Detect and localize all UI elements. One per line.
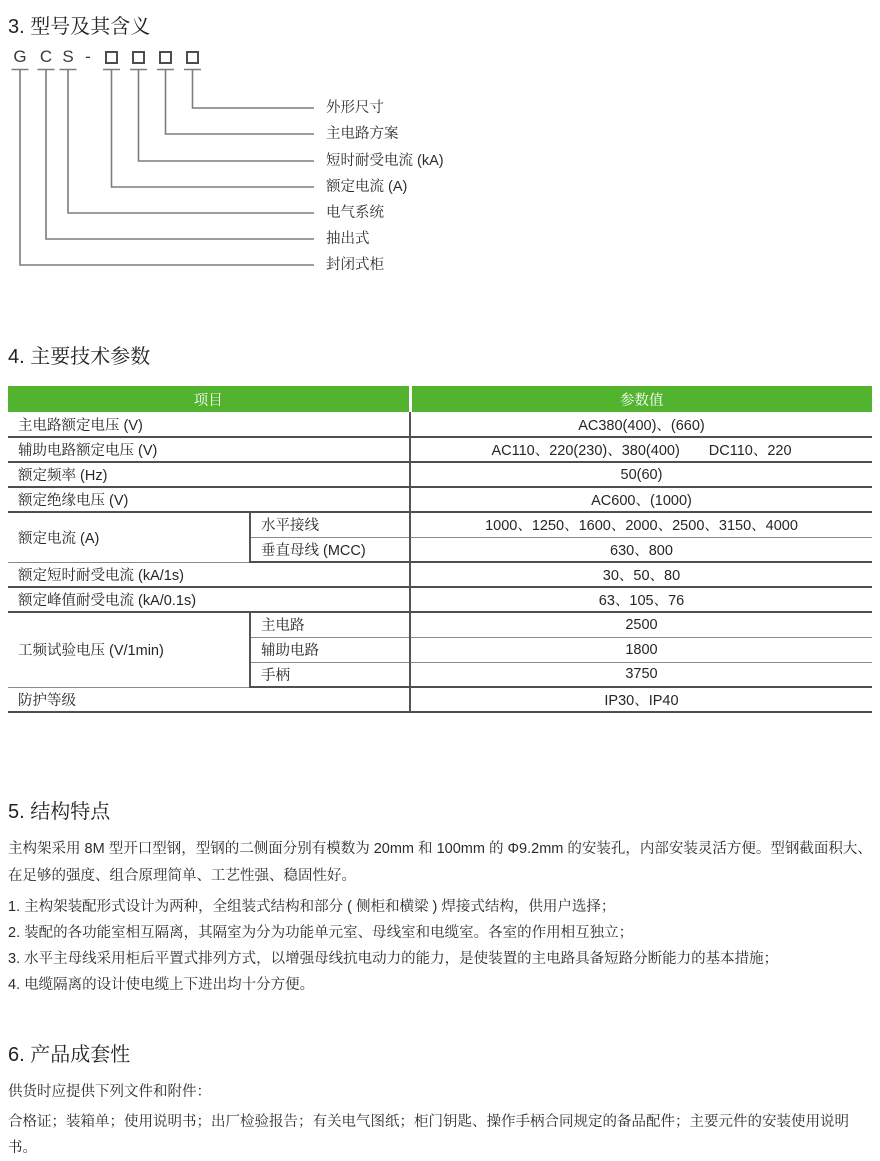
diagram-label-rated-current: 额定电流 (A) bbox=[326, 179, 408, 195]
table-row bbox=[8, 462, 872, 487]
diagram-connector-lines bbox=[8, 47, 328, 292]
row-label: 额定绝缘电压 (V) bbox=[8, 487, 410, 512]
row-label: 辅助电路额定电压 (V) bbox=[8, 437, 410, 462]
header-cell-item: 项目 bbox=[8, 386, 410, 412]
diagram-label-short-time-current: 短时耐受电流 (kA) bbox=[326, 153, 444, 169]
diagram-label-withdrawable: 抽出式 bbox=[326, 231, 370, 247]
row-value: 1800 bbox=[410, 637, 872, 662]
row-sublabel: 垂直母线 (MCC) bbox=[250, 537, 410, 562]
feature-item-4: 4. 电缆隔离的设计使电缆上下进出均十分方便。 bbox=[8, 977, 315, 993]
model-letter-g: G bbox=[13, 47, 27, 66]
diagram-label-enclosed-cabinet: 封闭式柜 bbox=[326, 257, 384, 273]
model-placeholder-box bbox=[132, 51, 145, 64]
row-sublabel: 辅助电路 bbox=[250, 637, 410, 662]
row-value: 2500 bbox=[410, 612, 872, 637]
row-value: 1000、1250、1600、2000、2500、3150、4000 bbox=[410, 512, 872, 537]
section-3-heading: 3. 型号及其含义 bbox=[8, 16, 151, 38]
model-dash: - bbox=[85, 47, 91, 66]
row-label: 额定频率 (Hz) bbox=[8, 462, 410, 487]
package-intro-line: 供货时应提供下列文件和附件： bbox=[8, 1084, 211, 1100]
parameters-table-wrapper bbox=[8, 386, 872, 713]
row-value: IP30、IP40 bbox=[410, 687, 872, 712]
section-6-heading: 6. 产品成套性 bbox=[8, 1044, 131, 1066]
row-label: 额定电流 (A) bbox=[8, 512, 250, 562]
row-value: AC600、(1000) bbox=[410, 487, 872, 512]
table-row bbox=[8, 687, 872, 712]
header-cell-value: 参数值 bbox=[410, 386, 872, 412]
structure-intro-paragraph: 主构架采用 8M 型开口型钢，型钢的二侧面分别有模数为 20mm 和 100mm 的 Φ9.2mm 的安装孔，内部安装灵活方便。型钢截面积大、在足够的强度、组合原理简单、工艺性强、稳固性好。 bbox=[8, 841, 872, 884]
table-row bbox=[8, 412, 872, 437]
model-letter-s: S bbox=[62, 47, 74, 66]
row-sublabel: 水平接线 bbox=[250, 512, 410, 537]
table-row bbox=[8, 437, 872, 462]
row-label: 工频试验电压 (V/1min) bbox=[8, 612, 250, 687]
feature-item-2: 2. 装配的各功能室相互隔离，其隔室为分为功能单元室、母线室和电缆室。各室的作用相互独立； bbox=[8, 925, 634, 941]
row-label: 防护等级 bbox=[8, 687, 410, 712]
row-value: 63、105、76 bbox=[410, 587, 872, 612]
parameters-table bbox=[8, 386, 872, 713]
package-content-line: 合格证；装箱单；使用说明书；出厂检验报告；有关电气图纸；柜门钥匙、操作手柄合同规定的备品配件；主要元件的安装使用说明书。 bbox=[8, 1114, 849, 1156]
row-value: 630、800 bbox=[410, 537, 872, 562]
table-header-row bbox=[8, 386, 872, 412]
row-value: 50(60) bbox=[410, 462, 872, 487]
model-placeholder-box bbox=[186, 51, 199, 64]
row-value: 30、50、80 bbox=[410, 562, 872, 587]
row-value: AC110、220(230)、380(400) DC110、220 bbox=[410, 437, 872, 462]
diagram-label-electrical-system: 电气系统 bbox=[326, 205, 384, 221]
row-label: 额定峰值耐受电流 (kA/0.1s) bbox=[8, 587, 410, 612]
section-5-heading: 5. 结构特点 bbox=[8, 801, 111, 823]
diagram-label-overall-dimensions: 外形尺寸 bbox=[326, 100, 384, 116]
row-sublabel: 手柄 bbox=[250, 662, 410, 687]
model-placeholder-box bbox=[159, 51, 172, 64]
model-letter-c: C bbox=[39, 47, 53, 66]
feature-item-3: 3. 水平主母线采用柜后平置式排列方式，以增强母线抗电动力的能力，是使装置的主电路具备短路分断能力的基本措施； bbox=[8, 951, 779, 967]
table-row bbox=[8, 562, 872, 587]
table-row bbox=[8, 512, 872, 537]
structure-feature-list bbox=[8, 894, 872, 998]
row-label: 主电路额定电压 (V) bbox=[8, 412, 410, 437]
row-label: 额定短时耐受电流 (kA/1s) bbox=[8, 562, 410, 587]
model-placeholder-box bbox=[105, 51, 118, 64]
row-value: AC380(400)、(660) bbox=[410, 412, 872, 437]
row-value: 3750 bbox=[410, 662, 872, 687]
feature-item-1: 1. 主构架装配形式设计为两种，全组装式结构和部分 ( 侧柜和横梁 ) 焊接式结构，供用户选择； bbox=[8, 899, 616, 915]
model-designation-diagram bbox=[8, 47, 868, 292]
row-sublabel: 主电路 bbox=[250, 612, 410, 637]
table-row bbox=[8, 587, 872, 612]
diagram-label-main-circuit-scheme: 主电路方案 bbox=[326, 126, 399, 142]
section-4-heading: 4. 主要技术参数 bbox=[8, 346, 151, 368]
table-row bbox=[8, 612, 872, 637]
table-row bbox=[8, 487, 872, 512]
